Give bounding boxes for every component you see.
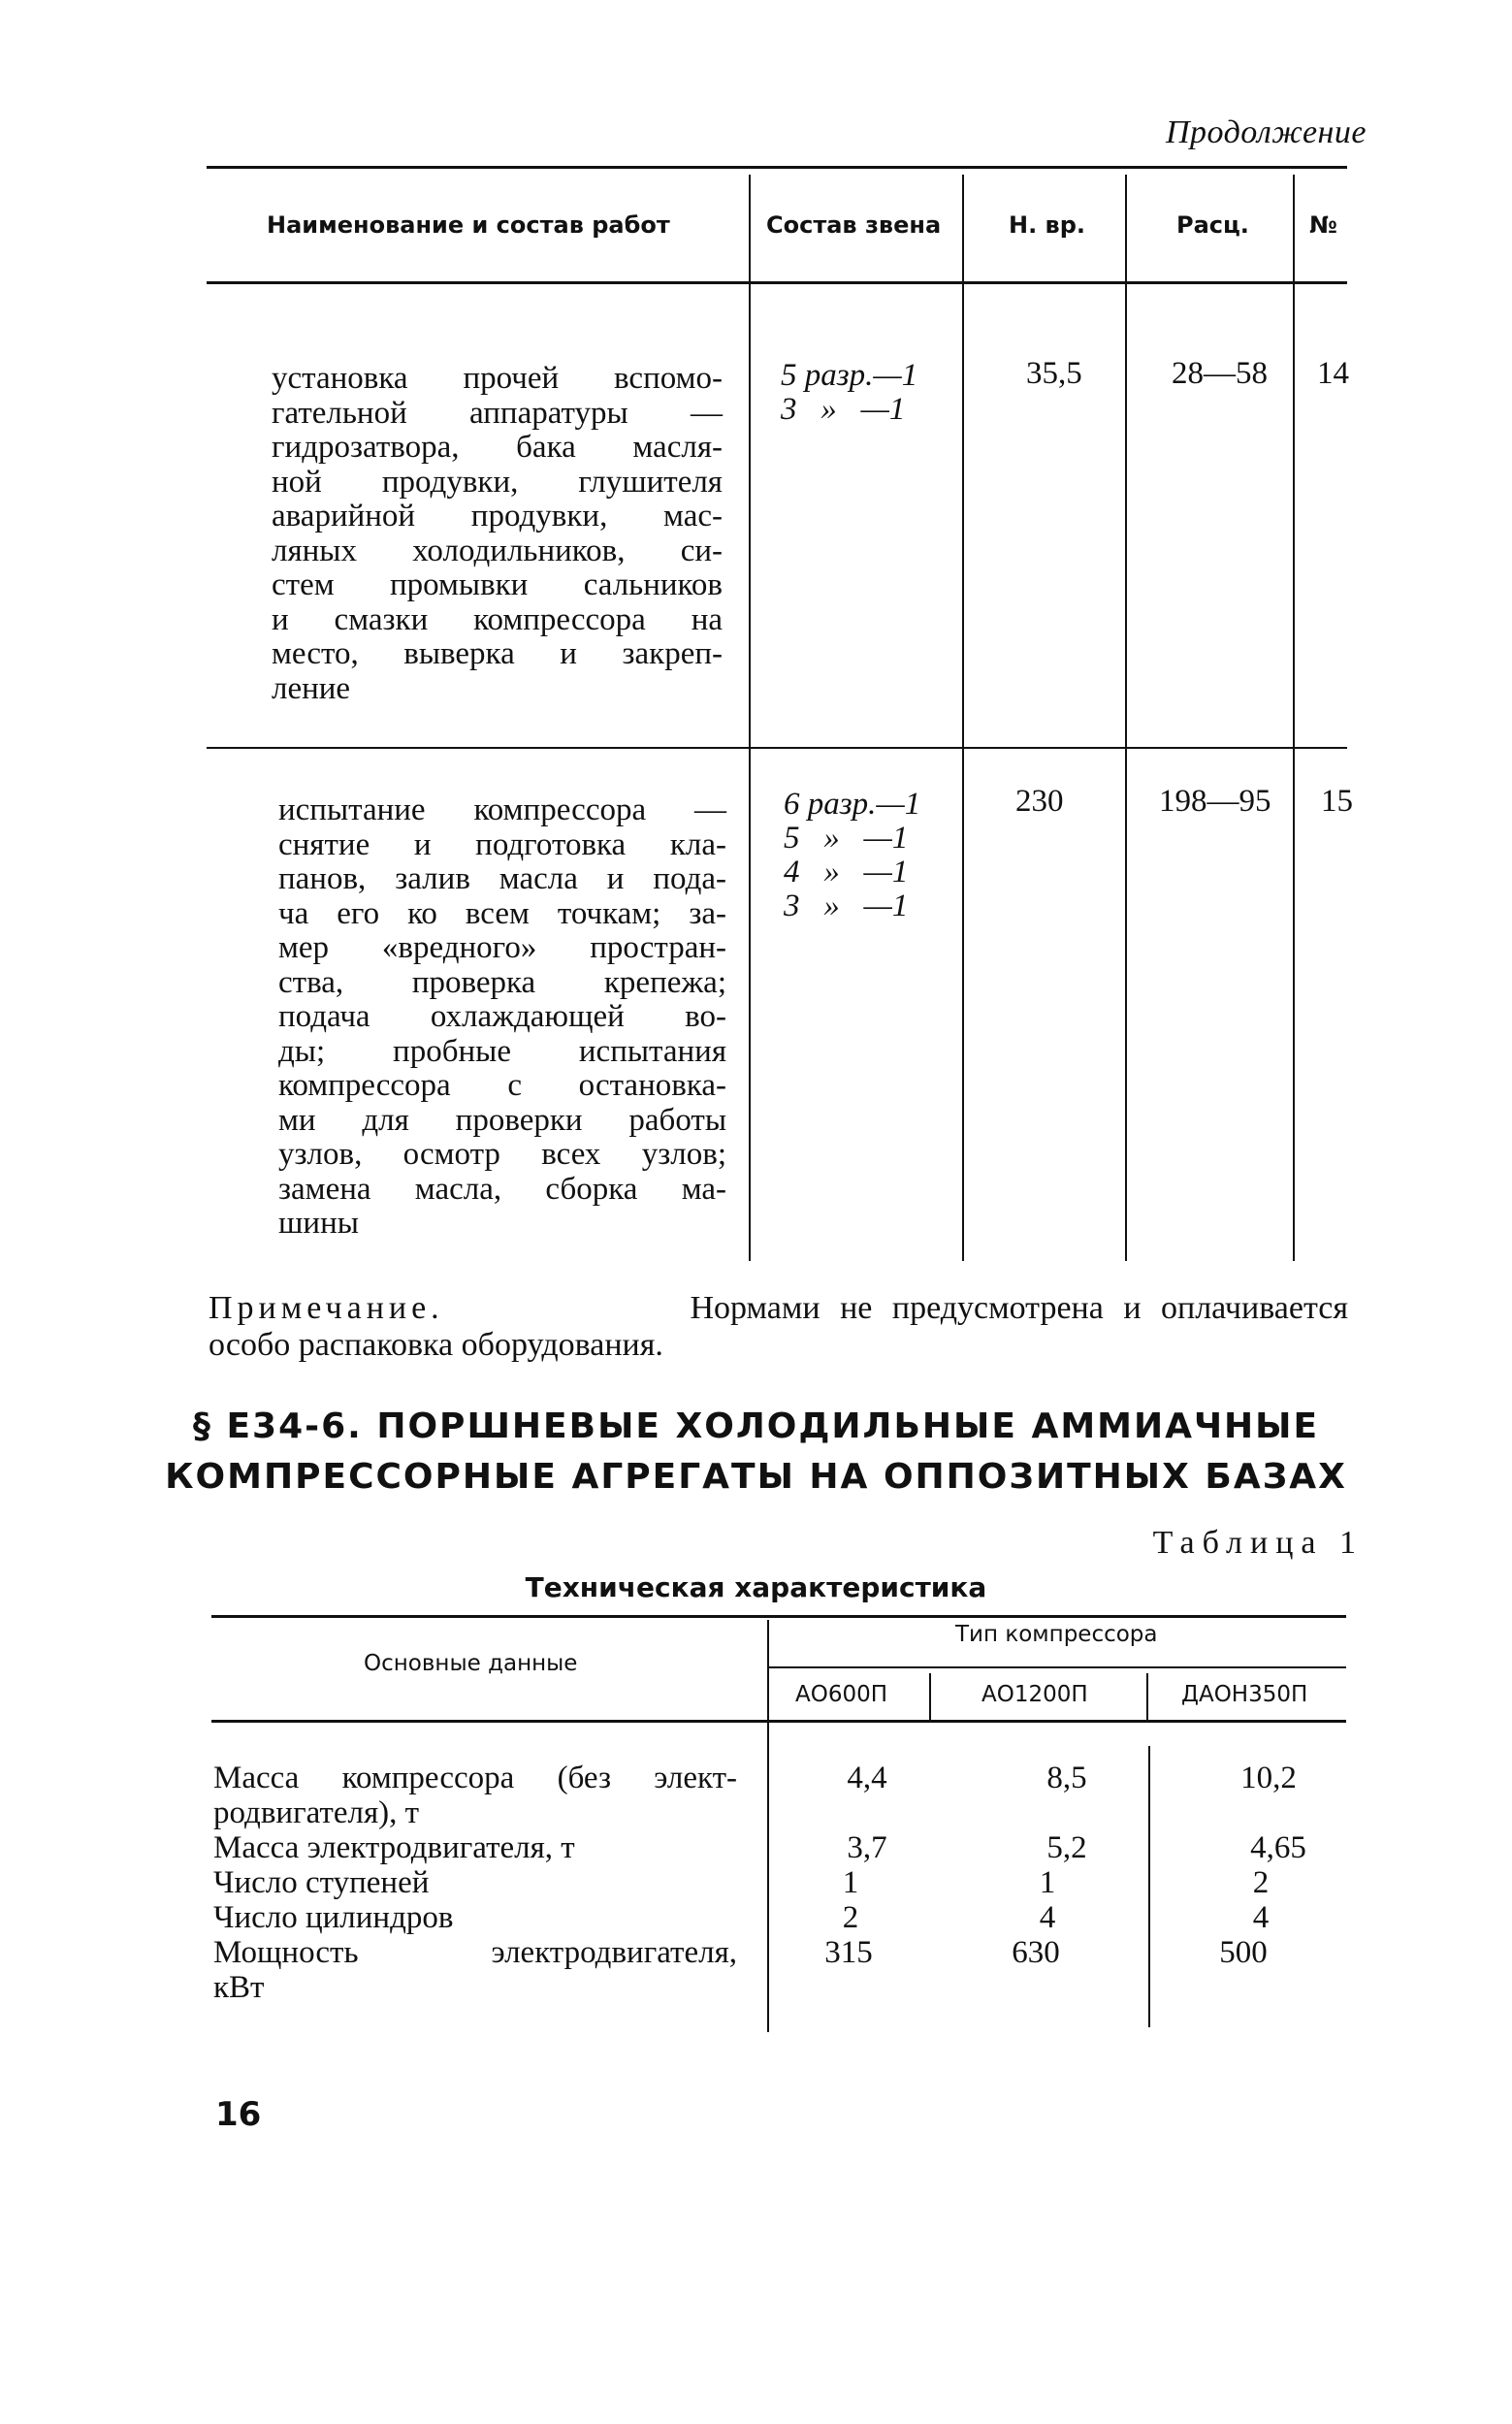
value-cell: 500 [1219,1935,1268,1970]
row-14-number: 14 [1317,356,1349,391]
value-cell: 2 [1252,1865,1270,1900]
continuation-label: Продолжение [1165,114,1367,150]
table-top-rule [207,166,1347,169]
header-rate: Расц. [1176,211,1249,239]
table-label: Таблица 1 [1152,1525,1364,1561]
row-15-description: испытание компрессора — снятие и подготовка кла- панов, залив масла и пода- ча его ко всем точкам; за- мер «вредного» простран- ства, проверка крепежа; подача охлаждающей во- ды; пробные испытания компрессора с остановка- ми для проверки работы узлов, осмотр всех узлов; замена масла, сборка ма- шины [278,792,726,1241]
header-work: Наименование и состав работ [267,211,670,239]
row-cylinders: Число цилиндров [213,1900,454,1935]
row-14-description: установка прочей вспомо- гательной аппаратуры — гидрозатвора, бака масля- ной продувки, глушителя аварийной продувки, мас- ляных холодильников, си- стем промывки сальников и смазки компрессора на место, выверка и закреп- ление [272,361,723,706]
row-14-rate: 28—58 [1172,356,1268,391]
note-line-2: особо распаковка оборудования. [209,1327,663,1363]
table-top-rule [211,1615,1346,1618]
row-15-number: 15 [1321,784,1353,819]
row-15-norm: 230 [1015,784,1064,819]
header-crew: Состав звена [766,211,942,239]
row-compressor-mass: Масса компрессора (без элект- родвигателя), т [213,1761,737,1830]
value-cell: 315 [824,1935,873,1970]
value-cell: 4 [1039,1900,1056,1935]
header-basic-data: Основные данные [364,1651,578,1676]
row-14-crew: 5 разр.—1 3 » —1 [781,358,918,427]
table-note [209,1290,1348,1364]
column-divider [962,175,964,1261]
header-norm: Н. вр. [1009,211,1086,239]
value-cell: 1 [1039,1865,1056,1900]
value-cell: 630 [1012,1935,1060,1970]
table-row-separator [207,747,1347,749]
header-model-daon350p: ДАОН350П [1181,1682,1308,1707]
value-cell: 1 [842,1865,859,1900]
row-15-crew: 6 разр.—1 5 » —1 4 » —1 3 » —1 [784,787,921,923]
section-heading-line-1: § Е34-6. ПОРШНЕВЫЕ ХОЛОДИЛЬНЫЕ АММИАЧНЫЕ [192,1406,1320,1446]
value-cell: 3,7 [847,1830,887,1865]
row-14-norm: 35,5 [1026,356,1082,391]
type-subheader-rule [768,1666,1346,1668]
header-model-ao1200p: АО1200П [981,1682,1088,1707]
header-no: № [1309,211,1337,239]
table-title: Техническая характеристика [525,1571,987,1603]
value-cell: 4,4 [847,1761,887,1795]
value-cell: 10,2 [1240,1761,1297,1795]
header-model-ao600p: АО600П [795,1682,888,1707]
value-cell: 2 [842,1900,859,1935]
section-heading-line-2: КОМПРЕССОРНЫЕ АГРЕГАТЫ НА ОППОЗИТНЫХ БАЗАХ [165,1457,1347,1497]
value-cell: 4 [1252,1900,1270,1935]
table-header-rule [207,281,1347,284]
column-divider [929,1673,931,1720]
column-divider [1293,175,1295,1261]
row-15-rate: 198—95 [1159,784,1271,819]
row-motor-power: Мощность электродвигателя, кВт [213,1935,737,2005]
row-motor-mass: Масса электродвигателя, т [213,1830,575,1865]
column-divider [1148,1746,1150,2027]
column-divider [749,175,751,1261]
row-stages: Число ступеней [213,1865,430,1900]
header-compressor-type: Тип компрессора [955,1622,1158,1647]
note-line-1: Нормами не предусмотрена и оплачивается [690,1290,1348,1326]
column-divider [1125,175,1127,1261]
value-cell: 8,5 [1046,1761,1087,1795]
table-header-rule [211,1720,1346,1723]
page-number: 16 [215,2095,262,2134]
column-divider [767,1620,769,2032]
value-cell: 4,65 [1250,1830,1306,1865]
note-label: Примечание. [209,1290,444,1326]
column-divider [1146,1673,1148,1720]
value-cell: 5,2 [1046,1830,1087,1865]
